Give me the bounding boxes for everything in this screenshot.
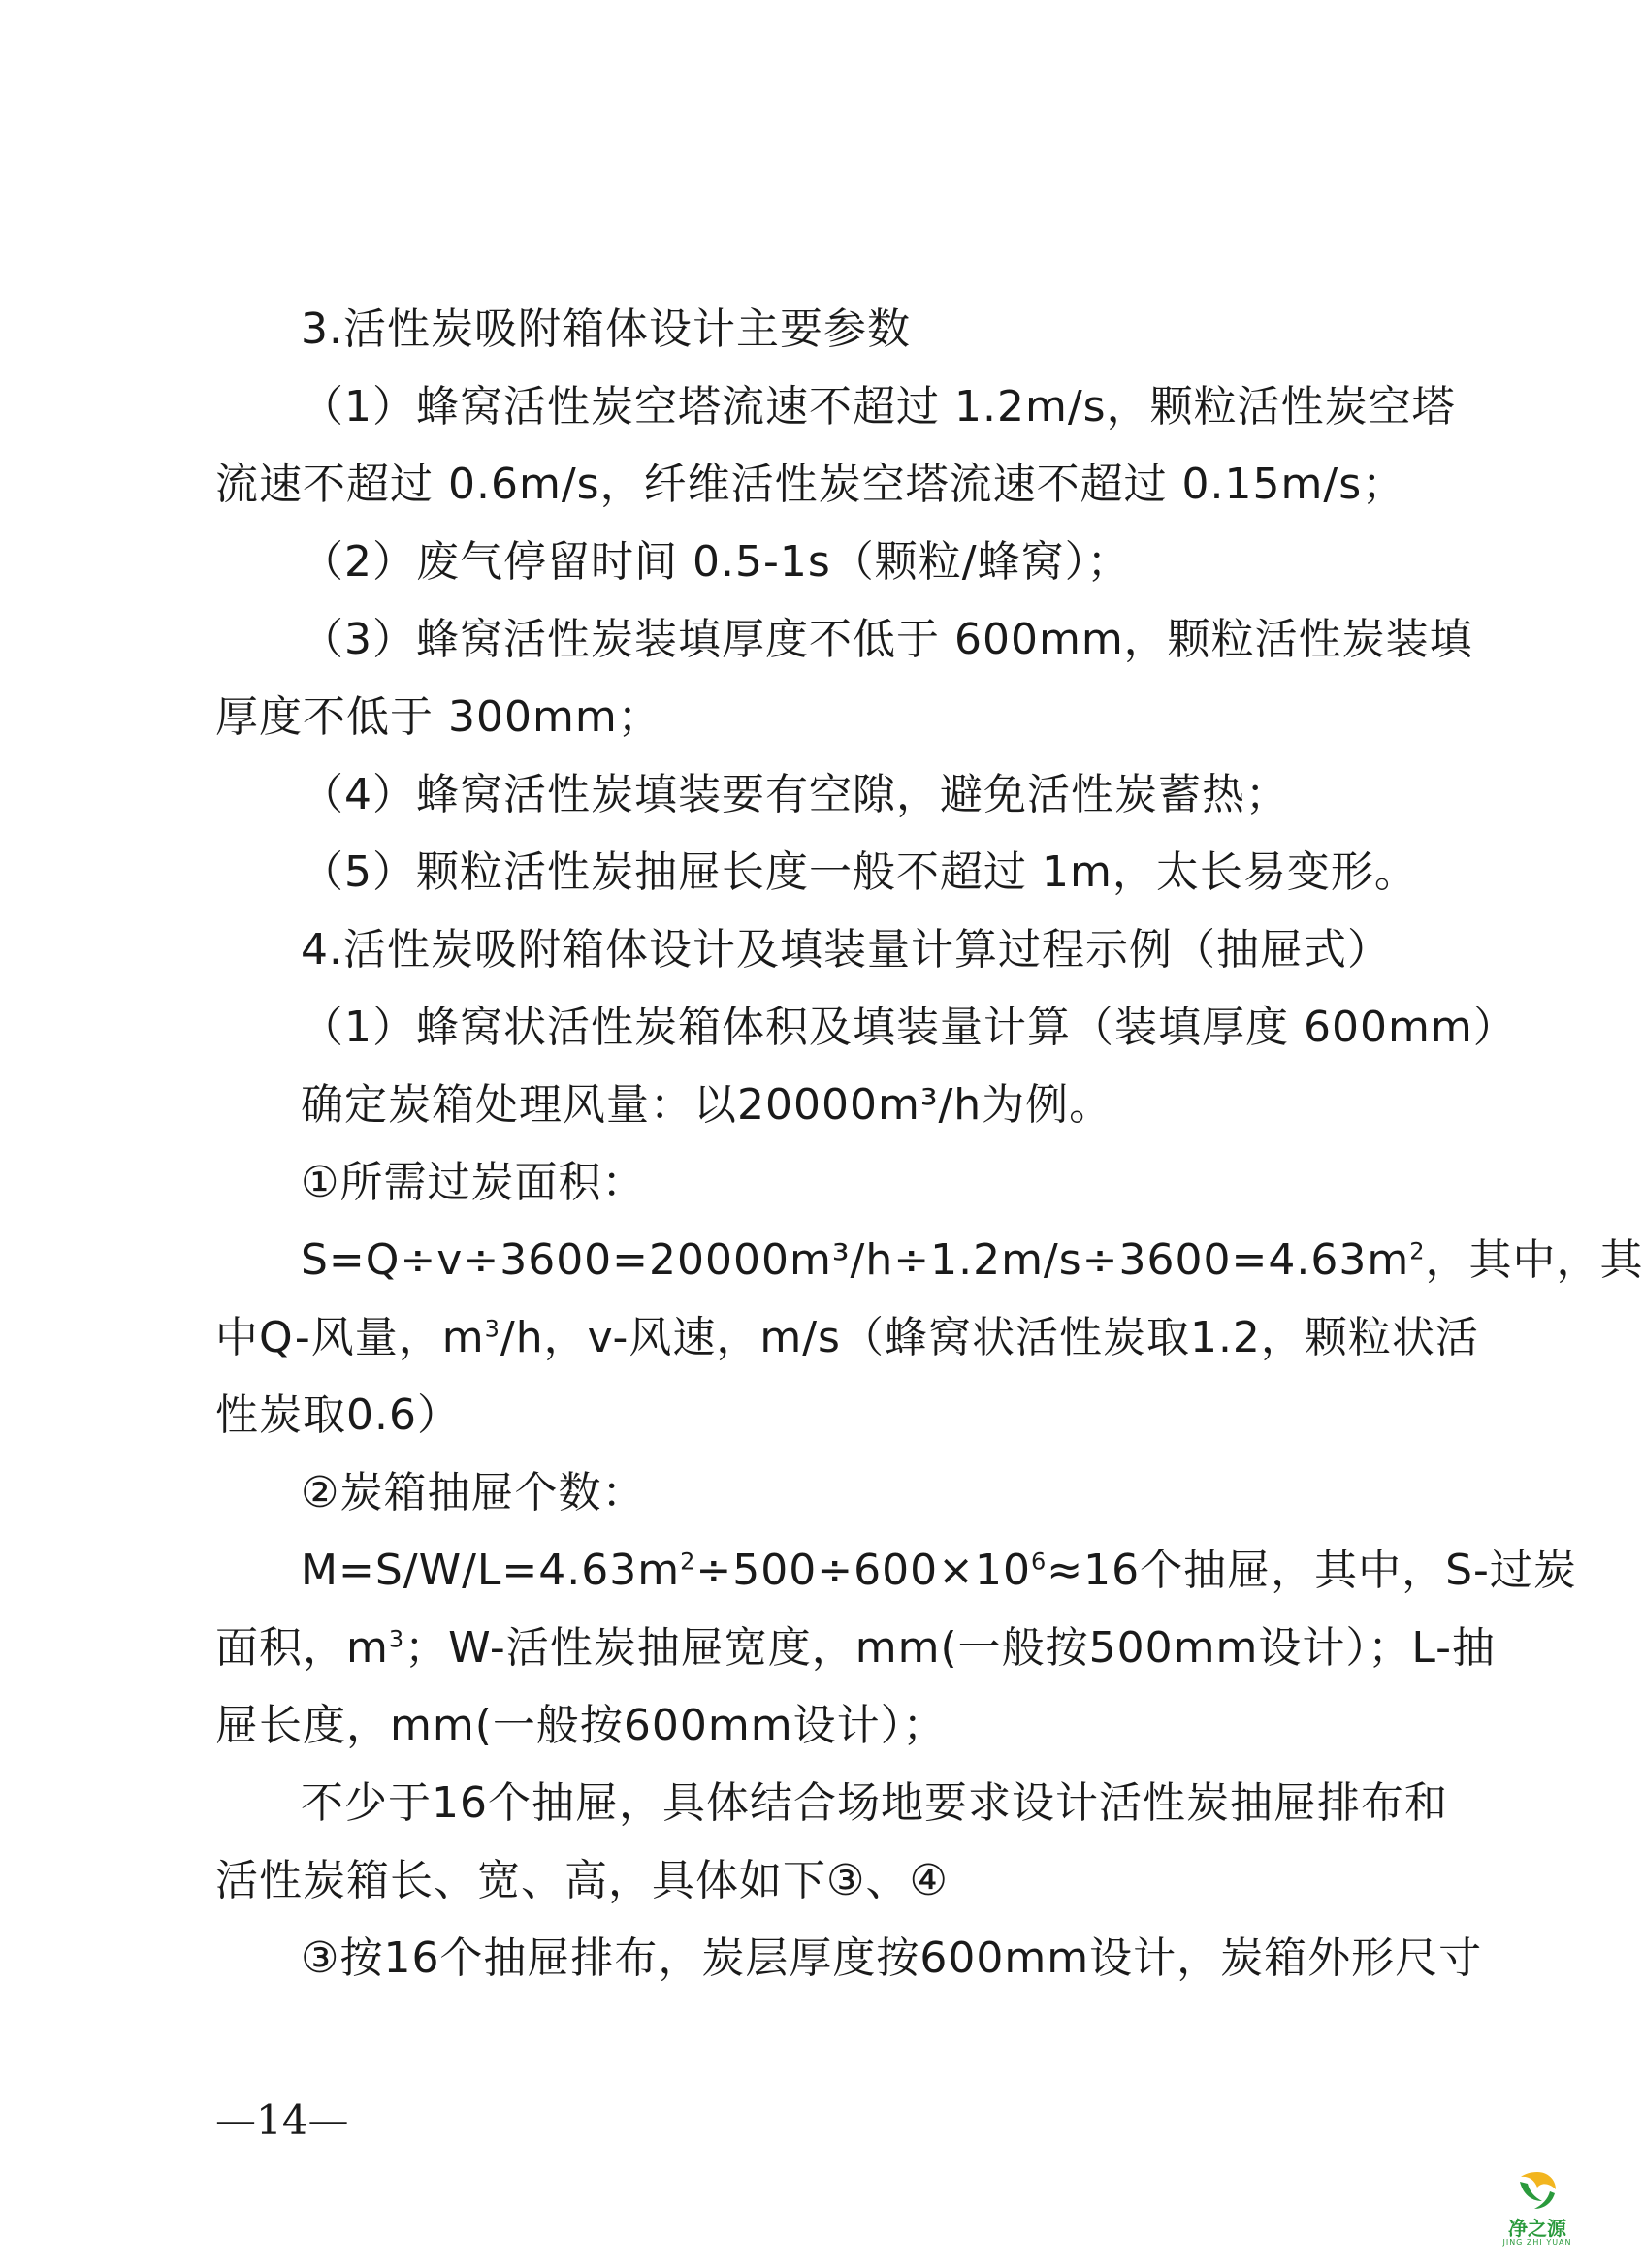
superscript: 2 (680, 1548, 696, 1576)
body-line: 不少于16个抽屉，具体结合场地要求设计活性炭抽屉排布和 (301, 1778, 1448, 1828)
body-line: （4）蜂窝活性炭填装要有空隙，避免活性炭蓄热； (301, 770, 1289, 819)
body-line: （3）蜂窝活性炭装填厚度不低于 600mm，颗粒活性炭装填 (301, 615, 1473, 664)
formula-line (301, 1231, 1644, 1290)
brand-logo (1501, 2168, 1573, 2253)
body-line: 确定炭箱处理风量：以20000m³/h为例。 (301, 1080, 1113, 1130)
logo-subtitle: JING ZHI YUAN (1502, 2238, 1572, 2247)
body-line (215, 1309, 1479, 1367)
formula-text: M=S/W/L=4.63m (301, 1546, 681, 1595)
superscript: 3 (388, 1625, 405, 1653)
body-line: 厚度不低于 300mm； (215, 692, 661, 742)
body-line: 屉长度，mm(一般按600mm设计）； (215, 1701, 947, 1750)
body-line: （2）废气停留时间 0.5-1s（颗粒/蜂窝）； (301, 537, 1131, 587)
superscript: 6 (1030, 1548, 1048, 1576)
formula-text: ，其中，其 (1425, 1235, 1644, 1285)
body-line: （1）蜂窝活性炭空塔流速不超过 1.2m/s，颗粒活性炭空塔 (301, 382, 1456, 431)
body-line: ①所需过炭面积： (301, 1158, 646, 1207)
body-line: ②炭箱抽屉个数： (301, 1468, 646, 1517)
superscript: 3 (484, 1315, 500, 1343)
formula-text: ÷500÷600×10 (695, 1546, 1031, 1595)
formula-text: ≈16个抽屉，其中，S-过炭 (1047, 1546, 1577, 1595)
body-line: ③按16个抽屉排布，炭层厚度按600mm设计，炭箱外形尺寸 (301, 1933, 1483, 1983)
superscript: 2 (1409, 1237, 1426, 1265)
body-line: 流速不超过 0.6m/s，纤维活性炭空塔流速不超过 0.15m/s； (215, 460, 1406, 509)
logo-name: 净之源 (1508, 2217, 1566, 2240)
body-line: 性炭取0.6） (215, 1390, 461, 1440)
formula-text: S=Q÷v÷3600=20000m³/h÷1.2m/s÷3600=4.63m (301, 1235, 1410, 1285)
body-line: （5）颗粒活性炭抽屉长度一般不超过 1m，太长易变形。 (301, 847, 1418, 897)
section-heading-4: 4.活性炭吸附箱体设计及填装量计算过程示例（抽屉式） (301, 925, 1391, 974)
leaf-logo-icon (1515, 2168, 1560, 2213)
page-number: —14— (215, 2096, 349, 2144)
formula-line (301, 1542, 1577, 1600)
body-text: ；W-活性炭抽屉宽度，mm(一般按500mm设计）；L-抽 (404, 1623, 1496, 1673)
body-text: 中Q-风量，m (215, 1313, 485, 1362)
section-heading-3: 3.活性炭吸附箱体设计主要参数 (301, 304, 911, 354)
body-text: 面积，m (215, 1623, 389, 1673)
body-line: （1）蜂窝状活性炭箱体积及填装量计算（装填厚度 600mm） (301, 1003, 1517, 1052)
body-line: 活性炭箱长、宽、高，具体如下③、④ (215, 1856, 949, 1905)
body-line (215, 1619, 1496, 1677)
body-text: /h，v-风速，m/s（蜂窝状活性炭取1.2，颗粒状活 (500, 1313, 1479, 1362)
